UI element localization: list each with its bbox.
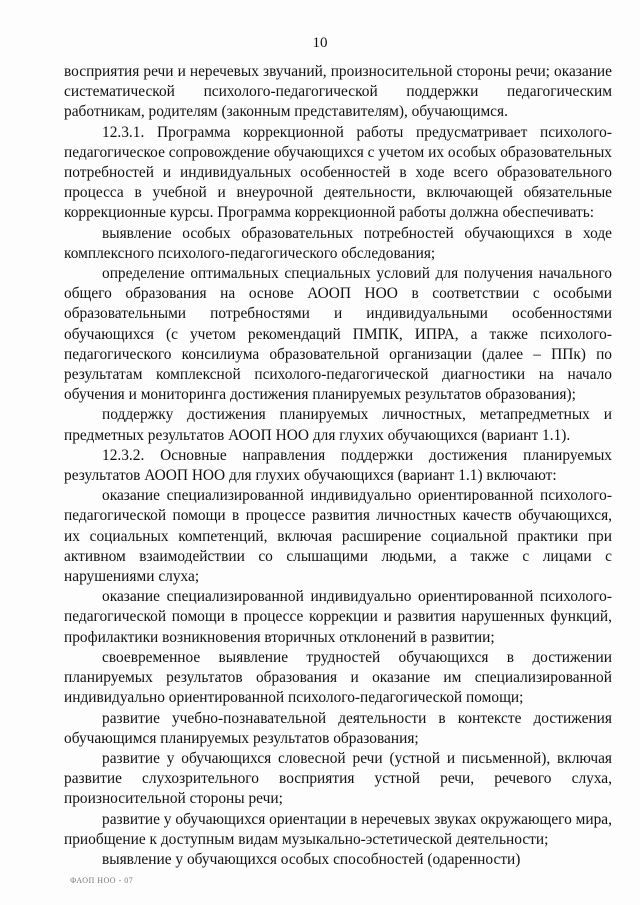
paragraph: оказание специализированной индивидуально ориентированной психолого-педагогической помощи в процессе развития личностных качеств обучающихся, их социальных компетенций, включая расширение социальной практики при активном взаимодействии со слышащими людьми, а также с лицами с нарушениями слуха; xyxy=(64,487,612,586)
paragraph: поддержку достижения планируемых личностных, метапредметных и предметных результатов АООП НОО для глухих обучающихся (вариант 1.1). xyxy=(64,406,612,444)
paragraph: своевременное выявление трудностей обучающихся в достижении планируемых результатов образования и оказание им специализированной индивидуально ориентированной психолого-педагогической помощи; xyxy=(64,648,612,707)
paragraph: развитие учебно-познавательной деятельности в контексте достижения обучающимся планируемых результатов образования; xyxy=(64,709,612,747)
paragraph: 12.3.1. Программа коррекционной работы предусматривает психолого-педагогическое сопровождение обучающихся с учетом их особых образовательных потребностей и индивидуальных особенностей в ходе всего образовательного процесса в учебной и внеурочной деятельности, включающей обязательные коррекционные курсы. Программа коррекционной работы должна обеспечивать: xyxy=(64,123,612,222)
paragraph: выявление у обучающихся особых способностей (одаренности) xyxy=(102,850,521,868)
paragraph: развитие у обучающихся ориентации в неречевых звуках окружающего мира, приобщение к доступным видам музыкально-эстетической деятельности; xyxy=(64,810,612,848)
paragraph: восприятия речи и неречевых звучаний, произносительной стороны речи; оказание систематической психолого-педагогической поддержки педагогическим работникам, родителям (законным представителям), обучающимся. xyxy=(64,63,612,121)
page-number: 10 xyxy=(312,35,328,51)
paragraph: выявление особых образовательных потребностей обучающихся в ходе комплексного психолого-педагогического обследования; xyxy=(64,224,612,262)
paragraph: развитие у обучающихся словесной речи (устной и письменной), включая развитие слухозрительного восприятия устной речи, речевого слуха, произносительной стороны речи; xyxy=(64,749,612,808)
document-body xyxy=(64,62,612,870)
paragraph: определение оптимальных специальных условий для получения начального общего образования на основе АООП НОО в соответствии с особыми образовательными потребностями и индивидуальными особенностями обучающихся (с учетом рекомендаций ПМПК, ИПРА, а также психолого-педагогического консилиума образовательной организации (далее – ППк) по результатам комплексной психолого-педагогической диагностики на начало обучения и мониторинга достижения планируемых результатов образования); xyxy=(64,265,612,404)
paragraph: 12.3.2. Основные направления поддержки достижения планируемых результатов АООП НОО для глухих обучающихся (вариант 1.1) включают: xyxy=(64,446,612,485)
footer-document-code: ФАОП НОО - 07 xyxy=(70,876,134,885)
paragraph: оказание специализированной индивидуально ориентированной психолого-педагогической помощи в процессе коррекции и развития нарушенных функций, профилактики возникновения вторичных отклонений в развитии; xyxy=(64,588,612,646)
